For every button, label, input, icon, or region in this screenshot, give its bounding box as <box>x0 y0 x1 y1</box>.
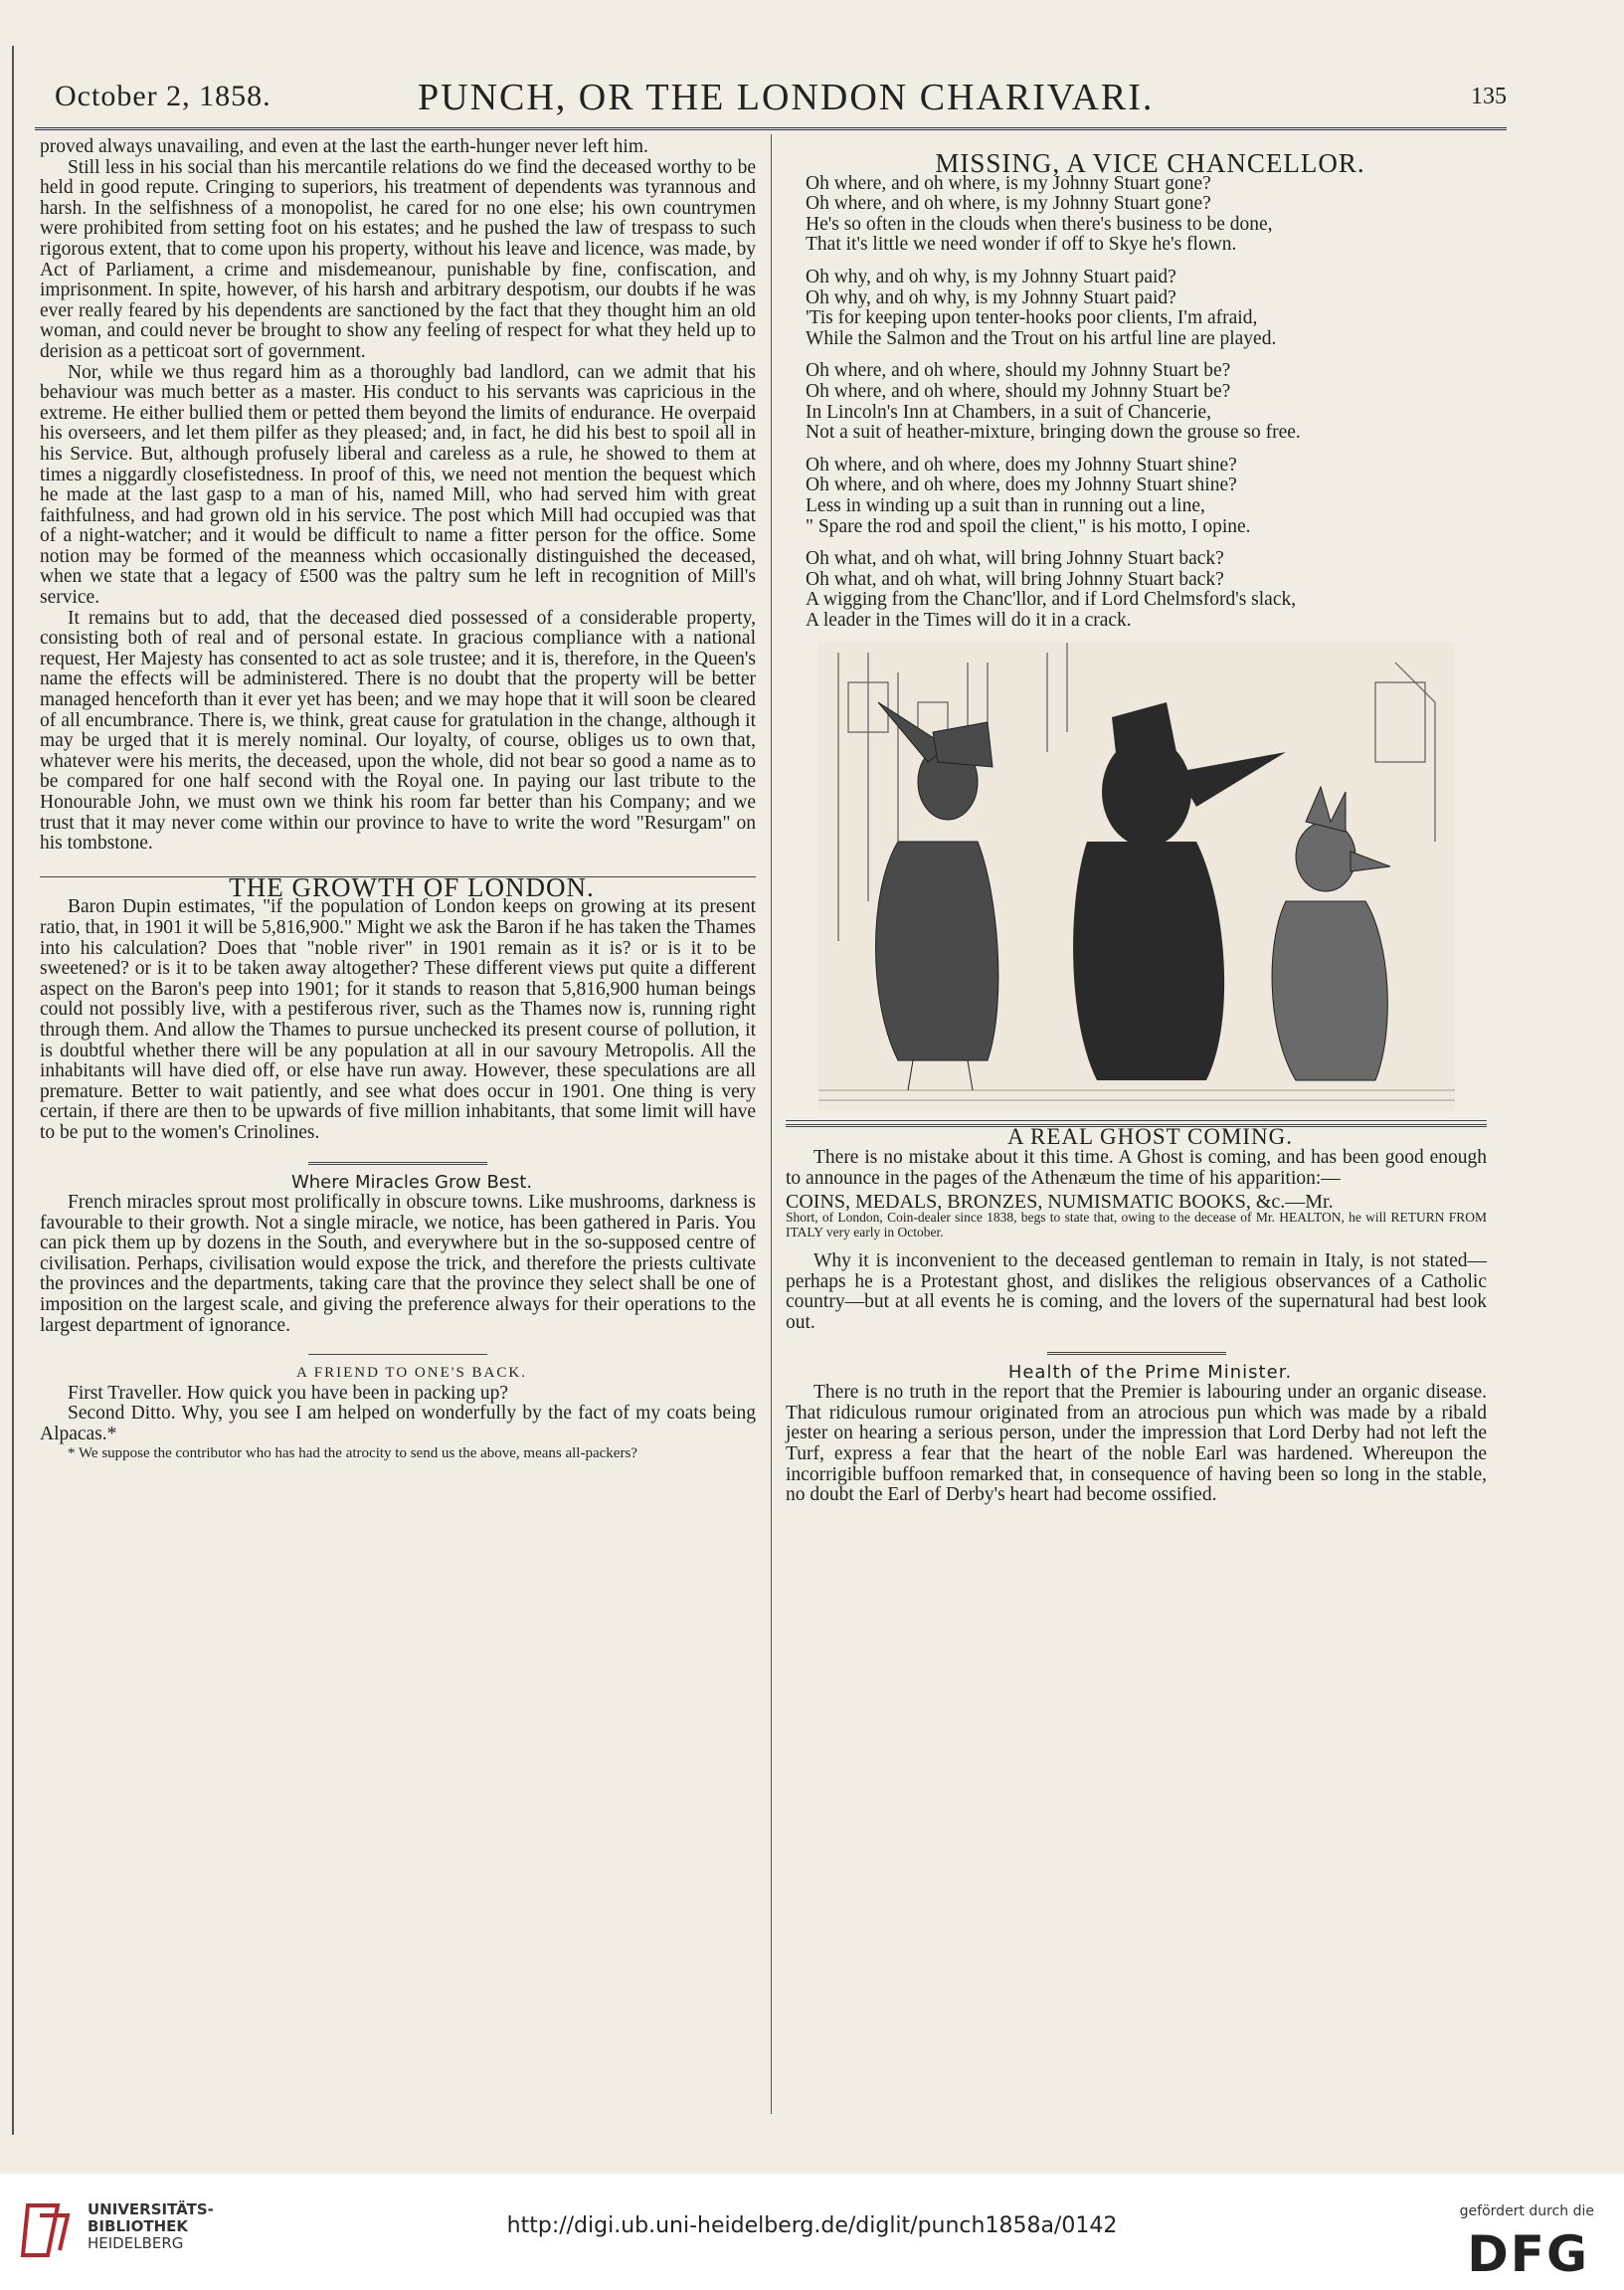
verse-line: That it's little we need wonder if off to Skye he's flown. <box>806 234 1237 256</box>
growth-of-london-heading: THE GROWTH OF LONDON. <box>229 871 595 902</box>
verse-line: Oh where, and oh where, should my Johnny Stuart be? <box>806 360 1231 382</box>
ad-body: Short, of London, Coin-dealer since 1838, begs to state that, owing to the decease of Mr. HEALTON, he will RETURN FROM ITALY very early in October. <box>786 1210 1487 1240</box>
verse-line: Less in winding up a suit than in running out a line, <box>806 494 1205 516</box>
header-rule <box>35 127 1507 130</box>
friend-heading: A FRIEND TO ONE'S BACK. <box>296 1365 527 1382</box>
miracles-heading: Where Miracles Grow Best. <box>290 1171 533 1193</box>
ad-title: COINS, MEDALS, BRONZES, NUMISMATIC BOOKS, &c.—Mr. <box>786 1191 1334 1214</box>
source-url-link[interactable]: http://digi.ub.uni-heidelberg.de/diglit/punch1858a/0142 <box>506 2213 1118 2238</box>
verse-stanza <box>806 174 1487 256</box>
growth-of-london-text: Baron Dupin estimates, "if the population of London keeps on growing at its present ratio, that, in 1901 it will be 5,816,900." Might we ask the Baron if he has taken the Thames into his calculation? Does that "noble river" in 1901 remain as it is? or is it to be sweetened? or is it to be taken away altogether? These different views put quite a different aspect on the Baron's peep into 1901; for it stands to reason that 5,816,900 human beings could not possibly live, with a pestiferous river, such as the Thames now is, running right through them. And allow the Thames to pursue unchecked its present course of pollution, it is doubtful whether there will be any population at all in our savoury Metropolis. All the inhabitants will have died off, or else have run away. However, these speculations are all premature. Better to wait patiently, and see what does occur in 1901. One thing is very certain, if there are then to be upwards of five million inhabitants, that some limit will have to be put to the women's Crinolines. <box>40 896 756 1143</box>
health-text: There is no truth in the report that the Premier is labouring under an organic disease. That ridiculous rumour originated from an atrocious pun which was made by a ribald jester on hearing a serious person, under the impression that Lord Derby had not left the Turf, express a fear that the heart of the noble Earl was hardened. Whereupon the incorrigible buffoon remarked that, in consequence of having been so long in the stable, no doubt the Earl of Derby's heart had become ossified. <box>786 1382 1487 1506</box>
real-ghost-heading: A REAL GHOST COMING. <box>1006 1124 1294 1150</box>
obituary-paragraph-2: Still less in his social than his mercantile relations do we find the deceased worthy to be held in good repute. Cringing to superiors, his treatment of dependents was tyrannous and harsh. In the selfishness of a monopolist, he cared for no one else; his own countrymen were prohibited from setting foot on his estates; and he pushed the law of trespass to such rigorous extent, that to come upon his property, without his leave and licence, was made, by Act of Parliament, a crime and misdemeanour, punishable by fine, confiscation, and imprisonment. In spite, however, of his harsh and arbitrary despotism, our doubts if he was ever really feared by his dependents are sanctioned by the fact that they thought him an old woman, and could never be brought to show any feeling of respect for what they held up to derision as a petticoat sort of government. <box>40 156 756 362</box>
obituary-paragraph-1: proved always unavailing, and even at the last the earth-hunger never left him. <box>40 136 648 157</box>
verse-line: 'Tis for keeping upon tenter-hooks poor clients, I'm afraid, <box>806 307 1258 329</box>
verse-line: Oh why, and oh why, is my Johnny Stuart paid? <box>806 266 1176 287</box>
verse-line: Oh where, and oh where, does my Johnny Stuart shine? <box>806 454 1237 476</box>
verse-line: Oh what, and oh what, will bring Johnny Stuart back? <box>806 548 1224 570</box>
verse-line: " Spare the rod and spoil the client," is his motto, I opine. <box>806 515 1251 537</box>
verse-line: While the Salmon and the Trout on his artful line are played. <box>806 327 1277 349</box>
page-header <box>55 70 1507 124</box>
funded-by-label: gefördert durch die <box>1459 2203 1594 2219</box>
verse-stanza <box>806 456 1487 537</box>
advertisement-quote <box>786 1191 1487 1240</box>
digitization-footer <box>0 2174 1624 2290</box>
verse-line: Oh where, and oh where, is my Johnny Stuart gone? <box>806 172 1211 194</box>
health-heading: Health of the Prime Minister. <box>1007 1361 1293 1383</box>
dfg-logo: DFG <box>1467 2225 1589 2283</box>
verse-line: Not a suit of heather-mixture, bringing down the grouse so free. <box>806 422 1301 444</box>
separator <box>1047 1352 1226 1355</box>
masthead-title: PUNCH, OR THE LONDON CHARIVARI. <box>418 77 1155 118</box>
footnote: * We suppose the contributor who has had the atrocity to send us the above, means all-packers? <box>68 1444 637 1461</box>
verse-line: In Lincoln's Inn at Chambers, in a suit of Chancerie, <box>806 401 1212 423</box>
verse-line: Oh where, and oh where, should my Johnny Stuart be? <box>806 380 1231 402</box>
column-divider <box>771 134 772 2114</box>
verse-line: Oh why, and oh why, is my Johnny Stuart paid? <box>806 286 1176 308</box>
separator <box>308 1354 487 1355</box>
verse-line: He's so often in the clouds when there's business to be done, <box>806 213 1273 235</box>
issue-date: October 2, 1858. <box>55 80 271 112</box>
verse-line: A wigging from the Chanc'llor, and if Lord Chelmsford's slack, <box>806 589 1297 611</box>
library-name-line: UNIVERSITÄTS- <box>88 2200 214 2218</box>
ghost-text: Why it is inconvenient to the deceased gentleman to remain in Italy, is not stated—perhaps he is a Protestant ghost, and dislikes the religious observances of a Catholic country—but at all events he is coming, and the lovers of the supernatural had best look out. <box>786 1250 1487 1334</box>
missing-vice-chancellor-heading: MISSING, A VICE CHANCELLOR. <box>935 148 1365 178</box>
verse-stanza <box>806 361 1487 443</box>
miracles-text: French miracles sprout most prolifically in obscure towns. Like mushrooms, darkness is favourable to their growth. Not a single miracle, we notice, has been gathered in Paris. You can pick them up by dozens in the South, and everywhere but in the so-supposed centre of civilisation. Perhaps, civilisation would expose the trick, and therefore the priests cultivate the provinces and the departments, taking care that the province they select shall be one of imposition on the largest scale, and giving the preference always for their operations to the largest department of ignorance. <box>40 1192 756 1336</box>
cartoon-illustration <box>818 643 1455 1110</box>
section-rule <box>786 1120 1487 1121</box>
page-number: 135 <box>1471 84 1507 109</box>
obituary-paragraph-3: Nor, while we thus regard him as a thoroughly bad landlord, can we admit that his behaviour was much better as a master. His conduct to his servants was capricious in the extreme. He either bullied them or petted them beyond the limits of endurance. He overpaid his overseers, and let them pilfer as they pleased; and, in fact, he did his best to spoil all in his Service. But, although profusely liberal and careless as a rule, he showed to them at times a niggardly closefistedness. In proof of this, we need not mention the bequest which he made at the last gasp to a man of his, named Mill, who had served him with great faithfulness, and had grown old in his service. The post which Mill had occupied was that of a night-watcher; and it would be difficult to name a fitter person for the office. Some notion may be formed of the meanness which occasionally distinguished the deceased, when we state that a legacy of £500 was the paltry sum he left in recognition of Mill's service. <box>40 361 756 609</box>
verse-stanza <box>806 549 1487 631</box>
verse-line: Oh where, and oh where, is my Johnny Stuart gone? <box>806 193 1211 215</box>
verse-line: Oh what, and oh what, will bring Johnny Stuart back? <box>806 568 1224 590</box>
verse-line: A leader in the Times will do it in a crack. <box>806 609 1132 631</box>
verse-stanza <box>806 268 1487 349</box>
verse-line: Oh where, and oh where, does my Johnny Stuart shine? <box>806 475 1237 496</box>
library-name-line: BIBLIOTHEK <box>88 2217 188 2235</box>
separator <box>308 1162 487 1165</box>
friend-dialogue-2: Second Ditto. Why, you see I am helped on wonderfully by the fact of my coats being Alpacas.* <box>40 1403 756 1445</box>
right-column <box>786 137 1487 1506</box>
obituary-paragraph-4: It remains but to add, that the deceased died possessed of a considerable property, consisting both of real and of personal estate. In gracious compliance with a national request, Her Majesty has consented to act as sole trustee; and it is, therefore, in the Queen's name the effects will be administered. There is no doubt that the property will be better managed henceforth than it ever yet has been; and we may hope that it will soon be cleared of all encumbrance. There is, we think, great cause for gratulation in the change, although it may be urged that it is merely nominal. Our loyalty, of course, obliges us to own that, whatever were his merits, the deceased, upon the whole, did not bear so good a name as to be compared for one half second with the Royal one. In paying our last tribute to the Honourable John, we must own we think his room far better than his Company; and we trust that it may never come within our province to have to write the word "Resurgam" on his tombstone. <box>40 607 756 855</box>
left-column <box>40 137 756 1461</box>
library-name-line: HEIDELBERG <box>88 2234 184 2252</box>
ghost-intro: There is no mistake about it this time. A Ghost is coming, and has been good enough to announce in the pages of the Athenæum the time of his apparition:— <box>786 1147 1487 1189</box>
friend-dialogue-1: First Traveller. How quick you have been in packing up? <box>68 1382 509 1404</box>
